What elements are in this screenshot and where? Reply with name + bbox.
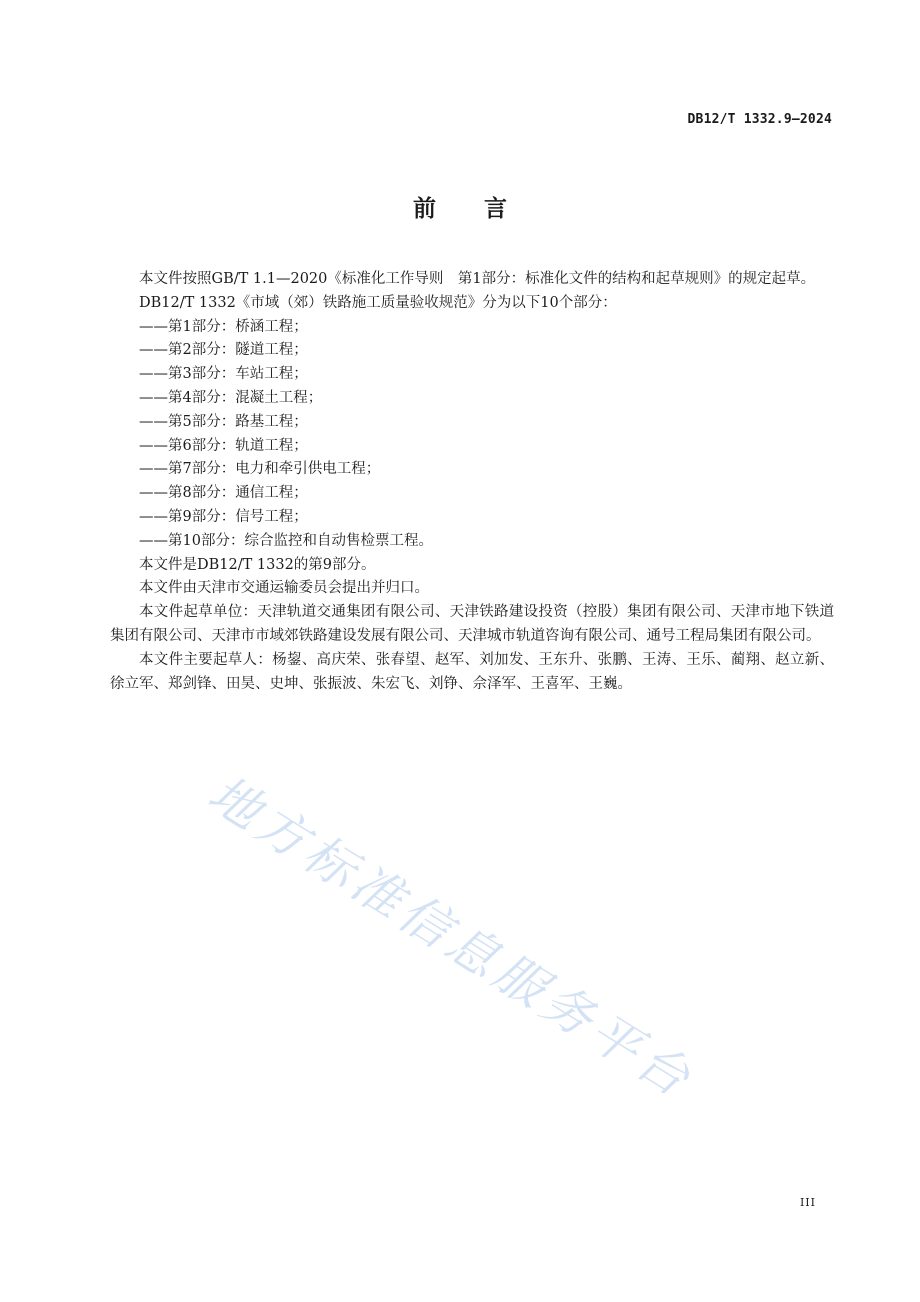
document-code: DB12/T 1332.9—2024: [687, 112, 832, 127]
foreword-body: [110, 268, 834, 696]
list-item: ——第7部分：电力和牵引供电工程；: [139, 461, 381, 478]
watermark-text: 地方标准信息服务平台: [198, 764, 705, 1111]
list-item: ——第4部分：混凝土工程；: [139, 389, 323, 406]
paragraph-drafters: 本文件主要起草人：杨鋆、高庆荣、张春望、赵军、刘加发、王东升、张鹏、王涛、王乐、蔺翔、赵立新、徐立军、郑剑锋、田昊、史坤、张振波、朱宏飞、刘铮、佘泽军、王喜军、王巍。: [110, 651, 834, 692]
list-item: ——第3部分：车站工程；: [139, 366, 308, 383]
paragraph-proposer: 本文件由天津市交通运输委员会提出并归口。: [139, 580, 429, 597]
parts-list: [110, 316, 834, 554]
paragraph-drafting-basis: 本文件按照GB/T 1.1—2020《标准化工作导则 第1部分：标准化文件的结构和起草规则》的规定起草。: [139, 271, 816, 287]
list-item: ——第8部分：通信工程；: [139, 485, 308, 502]
list-item: ——第5部分：路基工程；: [139, 413, 308, 430]
paragraph-part-number: 本文件是DB12/T 1332的第9部分。: [139, 556, 376, 573]
page-title: 前言: [413, 196, 555, 222]
list-item: ——第10部分：综合监控和自动售检票工程。: [139, 532, 433, 549]
paragraph-parts-intro: DB12/T 1332《市域（郊）铁路施工质量验收规范》分为以下10个部分：: [139, 294, 617, 311]
list-item: ——第6部分：轨道工程；: [139, 437, 308, 454]
paragraph-drafting-units: 本文件起草单位：天津轨道交通集团有限公司、天津铁路建设投资（控股）集团有限公司、天津市地下铁道集团有限公司、天津市市域郊铁路建设发展有限公司、天津城市轨道咨询有限公司、通号工程局集团有限公司。: [110, 604, 834, 644]
list-item: ——第1部分：桥涵工程；: [139, 318, 308, 335]
page-number: III: [799, 1196, 816, 1209]
list-item: ——第2部分：隧道工程；: [139, 342, 308, 359]
list-item: ——第9部分：信号工程；: [139, 508, 308, 525]
